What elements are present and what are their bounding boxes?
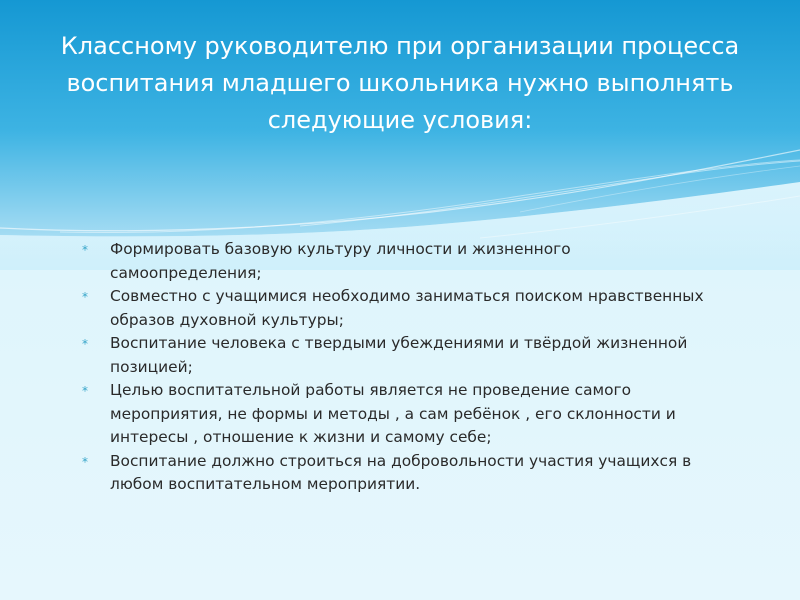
bullet-list <box>82 238 722 497</box>
list-item <box>82 450 722 497</box>
bullet-asterisk-icon: * <box>82 384 88 398</box>
list-item-text: Совместно с учащимися необходимо заниматься поиском нравственных образов духовной культуры; <box>110 287 704 329</box>
slide-title: Классному руководителю при организации процесса воспитания младшего школьника нужно выполнять следующие условия: <box>60 32 740 134</box>
bullet-asterisk-icon: * <box>82 337 88 351</box>
bullet-asterisk-icon: * <box>82 243 88 257</box>
bullet-asterisk-icon: * <box>82 290 88 304</box>
list-item-text: Формировать базовую культуру личности и жизненного самоопределения; <box>110 240 571 282</box>
list-item <box>82 285 722 332</box>
list-item-text: Целью воспитательной работы является не проведение самого мероприятия, не формы и методы , а сам ребёнок , его склонности и интересы , отношение к жизни и самому себе; <box>110 381 676 446</box>
list-item <box>82 238 722 285</box>
bullet-asterisk-icon: * <box>82 454 88 469</box>
list-item <box>82 332 722 379</box>
list-item-text: Воспитание человека с твердыми убеждениями и твёрдой жизненной позицией; <box>110 334 688 376</box>
list-item-text: Воспитание должно строиться на добровольности участия учащихся в любом воспитательном мероприятии. <box>110 451 692 493</box>
list-item <box>82 379 722 450</box>
